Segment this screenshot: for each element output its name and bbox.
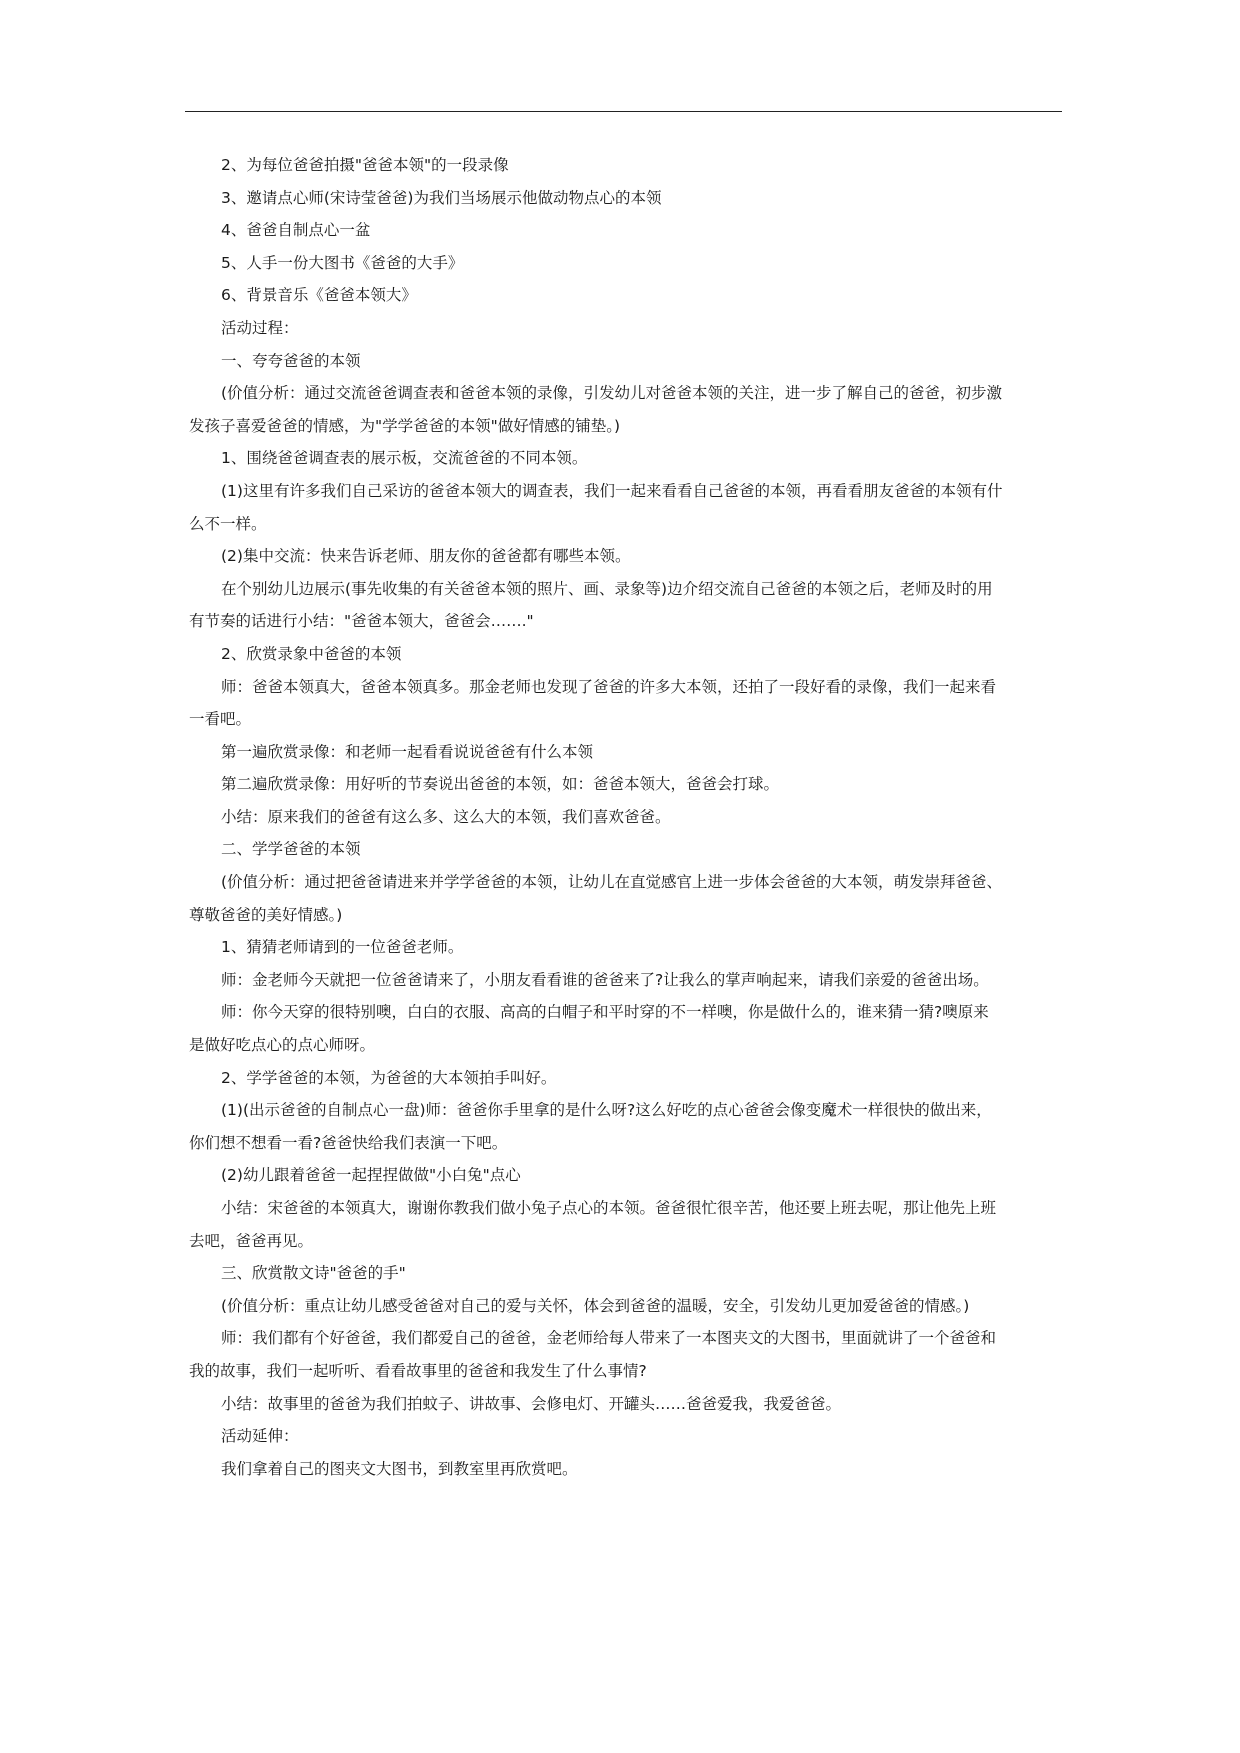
text-line: (价值分析：通过交流爸爸调查表和爸爸本领的录像，引发幼儿对爸爸本领的关注，进一步了解自己的爸爸，初步激 (221, 384, 1003, 403)
text-line: 我的故事，我们一起听听、看看故事里的爸爸和我发生了什么事情? (189, 1361, 647, 1380)
text-line: 师：我们都有个好爸爸，我们都爱自己的爸爸，金老师给每人带来了一本图夹文的大图书，里面就讲了一个爸爸和 (221, 1329, 997, 1348)
text-line: (2)幼儿跟着爸爸一起捏捏做做"小白兔"点心 (221, 1166, 521, 1185)
text-line: 三、欣赏散文诗"爸爸的手" (221, 1264, 406, 1283)
text-line: 小结：宋爸爸的本领真大，谢谢你教我们做小兔子点心的本领。爸爸很忙很辛苦，他还要上班去呢，那让他先上班 (221, 1199, 997, 1217)
text-line: 二、学学爸爸的本领 (221, 840, 361, 859)
text-line: 师：你今天穿的很特别噢，白白的衣服、高高的白帽子和平时穿的不一样噢，你是做什么的，谁来猜一猜?噢原来 (221, 1003, 989, 1022)
text-line: 小结：原来我们的爸爸有这么多、这么大的本领，我们喜欢爸爸。 (221, 807, 671, 826)
text-line: 活动过程： (221, 318, 299, 337)
text-line: 5、人手一份大图书《爸爸的大手》 (221, 253, 464, 272)
text-line: 是做好吃点心的点心师呀。 (189, 1036, 376, 1055)
text-line: 一看吧。 (189, 710, 252, 729)
text-line: 我们拿着自己的图夹文大图书，到教室里再欣赏吧。 (221, 1459, 578, 1478)
text-line: 么不一样。 (189, 514, 267, 533)
text-line: (价值分析：通过把爸爸请进来并学学爸爸的本领，让幼儿在直觉感官上进一步体会爸爸的大本领，萌发崇拜爸爸、 (221, 873, 1003, 892)
text-line: 有节奏的话进行小结："爸爸本领大，爸爸会……." (189, 612, 534, 631)
text-line: 第二遍欣赏录像：用好听的节奏说出爸爸的本领，如：爸爸本领大，爸爸会打球。 (221, 775, 780, 794)
text-line: 你们想不想看一看?爸爸快给我们表演一下吧。 (189, 1133, 508, 1152)
text-line: 4、爸爸自制点心一盆 (221, 221, 371, 240)
text-line: 一、夸夸爸爸的本领 (221, 351, 361, 370)
text-line: 1、围绕爸爸调查表的展示板，交流爸爸的不同本领。 (221, 449, 588, 468)
text-line: 3、邀请点心师(宋诗莹爸爸)为我们当场展示他做动物点心的本领 (221, 188, 662, 207)
text-line: (1)(出示爸爸的自制点心一盘)师：爸爸你手里拿的是什么呀?这么好吃的点心爸爸会像变魔术一样很快的做出来， (221, 1101, 992, 1120)
text-line: 小结：故事里的爸爸为我们拍蚊子、讲故事、会修电灯、开罐头……爸爸爱我，我爱爸爸。 (221, 1394, 842, 1413)
text-line: (价值分析：重点让幼儿感受爸爸对自己的爱与关怀，体会到爸爸的温暖，安全，引发幼儿更加爱爸爸的情感。) (221, 1296, 970, 1315)
text-line: 6、背景音乐《爸爸本领大》 (221, 286, 417, 305)
text-line: 师：爸爸本领真大，爸爸本领真多。那金老师也发现了爸爸的许多大本领，还拍了一段好看的录像，我们一起来看 (221, 677, 997, 696)
text-line: 2、为每位爸爸拍摄"爸爸本领"的一段录像 (221, 156, 509, 174)
text-line: 2、学学爸爸的本领，为爸爸的大本领拍手叫好。 (221, 1068, 557, 1087)
text-line: 第一遍欣赏录像：和老师一起看看说说爸爸有什么本领 (221, 742, 594, 761)
text-line: 尊敬爸爸的美好情感。) (189, 905, 343, 924)
text-line: 2、欣赏录象中爸爸的本领 (221, 644, 402, 663)
text-line: 去吧，爸爸再见。 (189, 1231, 314, 1250)
text-line: 1、猜猜老师请到的一位爸爸老师。 (221, 938, 464, 957)
text-line: 在个别幼儿边展示(事先收集的有关爸爸本领的照片、画、录象等)边介绍交流自己爸爸的本领之后，老师及时的用 (221, 579, 993, 598)
text-line: 发孩子喜爱爸爸的情感，为"学学爸爸的本领"做好情感的铺垫。) (189, 416, 621, 435)
text-line: 师：金老师今天就把一位爸爸请来了，小朋友看看谁的爸爸来了?让我么的掌声响起来，请我们亲爱的爸爸出场。 (221, 970, 989, 989)
text-line: (1)这里有许多我们自己采访的爸爸本领大的调查表，我们一起来看看自己爸爸的本领，再看看朋友爸爸的本领有什 (221, 481, 1003, 500)
document-body (189, 149, 1069, 1485)
text-line: (2)集中交流：快来告诉老师、朋友你的爸爸都有哪些本领。 (221, 547, 631, 566)
text-line: 活动延伸： (221, 1427, 299, 1446)
header-rule (185, 111, 1062, 112)
